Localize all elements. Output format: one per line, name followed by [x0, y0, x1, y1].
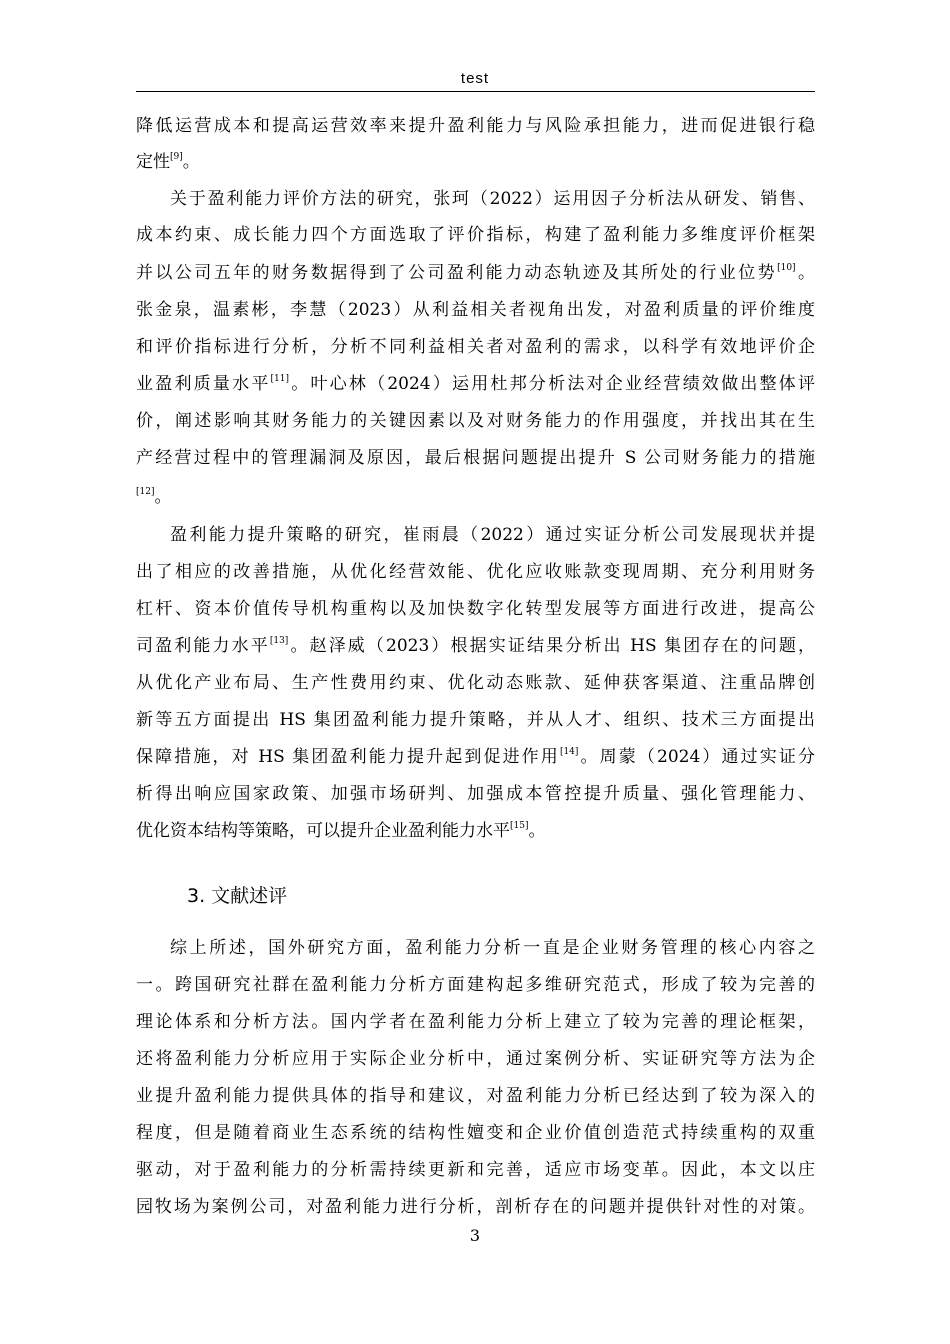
text-line-content: 理论体系和分析方法。国内学者在盈利能力分析上建立了较为完善的理论框架，: [136, 1012, 815, 1032]
text-line: [136, 109, 815, 143]
text-line: [136, 1153, 815, 1187]
text-line-content: 。: [795, 263, 816, 283]
text-line-content: 一。跨国研究社群在盈利能力分析方面建构起多维研究范式，形成了较为完善的: [136, 975, 815, 995]
text-line-content: 析得出响应国家政策、加强市场研判、加强成本管控提升质量、强化管理能力、: [136, 784, 815, 804]
text-line: [136, 814, 815, 848]
text-line-content: 张金泉，温素彬，李慧（2023）从利益相关者视角出发，对盈利质量的评价维度: [136, 300, 815, 320]
text-line-content: 价，阐述影响其财务能力的关键因素以及对财务能力的作用强度，并找出其在生: [136, 411, 815, 431]
text-line: [136, 218, 815, 252]
text-line: [136, 1005, 815, 1039]
text-line: [136, 740, 815, 774]
text-line: [136, 629, 815, 663]
text-line: [136, 555, 815, 589]
text-line-content: 降低运营成本和提高运营效率来提升盈利能力与风险承担能力，进而促进银行稳: [136, 116, 815, 136]
text-line-content: 出了相应的改善措施，从优化经营效能、优化应收账款变现周期、充分利用财务: [136, 562, 815, 582]
text-line-content: 园牧场为案例公司，对盈利能力进行分析，剖析存在的问题并提供针对性的对策。: [136, 1197, 815, 1217]
header-text: test: [460, 70, 490, 87]
text-line: [136, 968, 815, 1002]
text-line: [136, 1116, 815, 1150]
text-line-content: 杠杆、资本价值传导机构重构以及加快数字化转型发展等方面进行改进，提高公: [136, 599, 815, 619]
text-line-content: 。: [154, 487, 172, 507]
text-line: [136, 293, 815, 327]
text-line-content: 并以公司五年的财务数据得到了公司盈利能力动态轨迹及其所处的行业位势: [136, 263, 778, 283]
text-line-content: 保障措施，对 HS 集团盈利能力提升起到促进作用: [136, 747, 560, 767]
text-line-content: 优化资本结构等策略，可以提升企业盈利能力水平: [136, 821, 510, 841]
text-line-content: 程度，但是随着商业生态系统的结构性嬗变和企业价值创造范式持续重构的双重: [136, 1123, 815, 1143]
text-line: [136, 1079, 815, 1113]
text-line: [136, 330, 815, 364]
citation-ref: [12]: [136, 487, 155, 497]
citation-ref: [13]: [269, 636, 289, 646]
header-rule: [136, 91, 815, 92]
citation-ref: [15]: [510, 821, 529, 831]
text-line-content: 。: [528, 821, 546, 841]
citation-ref: [14]: [559, 747, 579, 757]
text-line-content: 还将盈利能力分析应用于实际企业分析中，通过案例分析、实证研究等方法为企: [136, 1049, 815, 1069]
text-line: [136, 441, 815, 475]
text-line-content: 。叶心林（2024）运用杜邦分析法对企业经营绩效做出整体评: [289, 374, 816, 394]
text-line-content: 从优化产业布局、生产性费用约束、优化动态账款、延伸获客渠道、注重品牌创: [136, 673, 815, 693]
citation-ref: [11]: [270, 374, 290, 384]
text-line-content: 驱动，对于盈利能力的分析需持续更新和完善，适应市场变革。因此，本文以庄: [136, 1160, 815, 1180]
text-line-content: 新等五方面提出 HS 集团盈利能力提升策略，并从人才、组织、技术三方面提出: [136, 710, 815, 730]
text-line: [136, 666, 815, 700]
citation-ref: [9]: [170, 152, 183, 162]
text-line: [136, 404, 815, 438]
text-line: [136, 1042, 815, 1076]
text-line-content: 关于盈利能力评价方法的研究，张珂（2022）运用因子分析法从研发、销售、: [170, 189, 815, 209]
text-line-content: 和评价指标进行分析，分析不同利益相关者对盈利的需求，以科学有效地评价企: [136, 337, 815, 357]
text-line-content: 。: [182, 152, 200, 172]
text-line: [136, 480, 815, 514]
text-line-content: 盈利能力提升策略的研究，崔雨晨（2022）通过实证分析公司发展现状并提: [170, 525, 815, 545]
text-line-content: 业提升盈利能力提供具体的指导和建议，对盈利能力分析已经达到了较为深入的: [136, 1086, 815, 1106]
text-line-content: 成本约束、成长能力四个方面选取了评价指标，构建了盈利能力多维度评价框架: [136, 225, 815, 245]
text-line-content: 。周蒙（2024）通过实证分: [578, 747, 816, 767]
text-line-content: 产经营过程中的管理漏洞及原因，最后根据问题提出提升 S 公司财务能力的措施: [136, 448, 815, 468]
text-line-content: 综上所述，国外研究方面，盈利能力分析一直是企业财务管理的核心内容之: [170, 938, 815, 958]
text-line: [170, 518, 815, 552]
text-line-content: 业盈利质量水平: [136, 374, 271, 394]
text-line: [136, 367, 815, 401]
text-line: [136, 703, 815, 737]
text-line: [136, 1190, 815, 1224]
citation-ref: [10]: [777, 263, 796, 273]
text-line: [136, 777, 815, 811]
text-line: [170, 182, 815, 216]
text-line: [136, 145, 815, 179]
text-line-content: 。赵泽威（2023）根据实证结果分析出 HS 集团存在的问题，: [288, 636, 815, 656]
text-line: [136, 256, 815, 290]
text-line: [170, 931, 815, 965]
text-line: [136, 592, 815, 626]
text-line-content: 定性: [136, 152, 170, 172]
section-heading: 3. 文献述评: [187, 885, 288, 907]
page-number: 3: [469, 1226, 481, 1245]
text-line-content: 司盈利能力水平: [136, 636, 270, 656]
